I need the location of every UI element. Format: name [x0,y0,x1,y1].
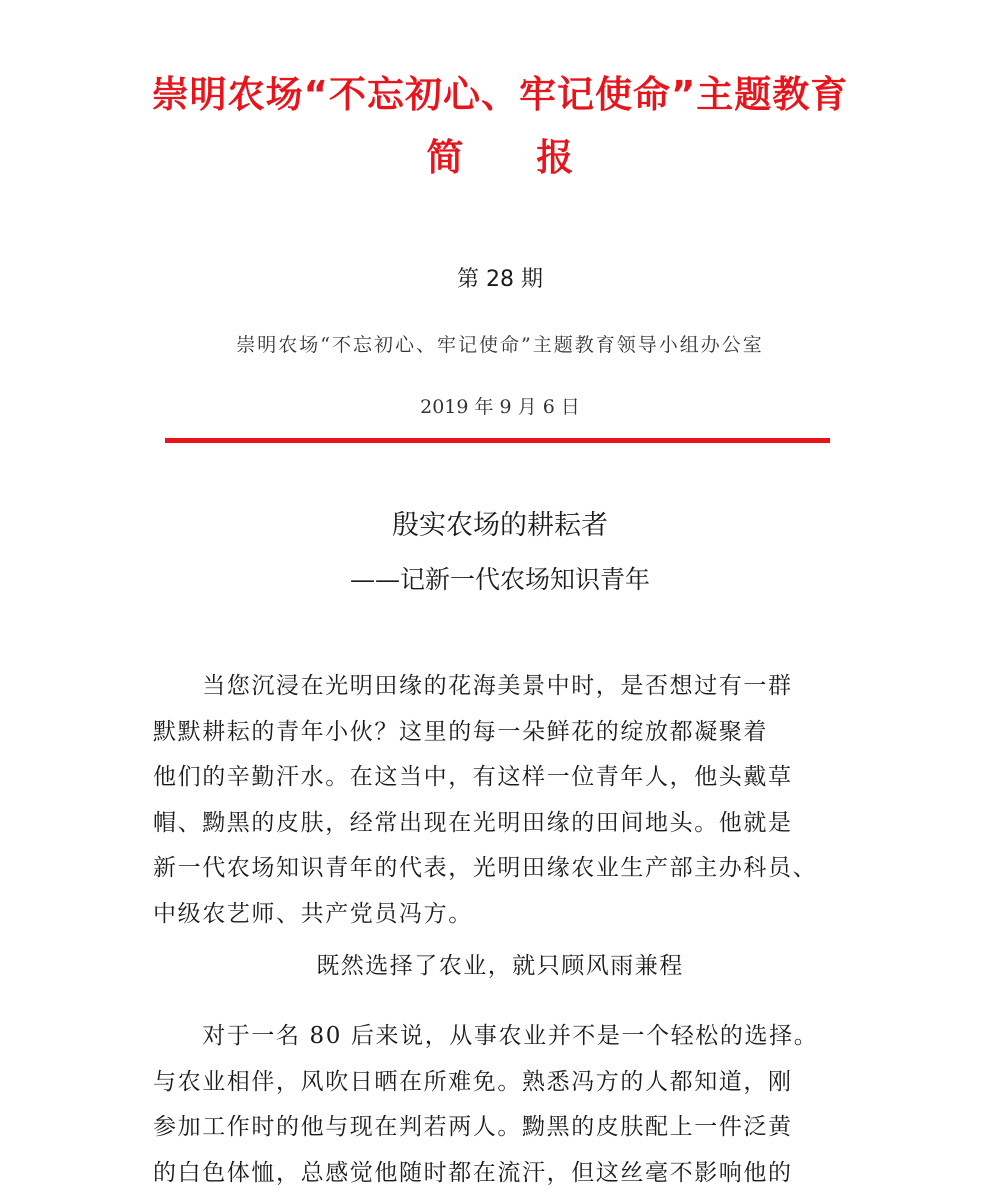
article-subtitle: ——记新一代农场知识青年 [0,567,1000,592]
red-divider-rule [165,438,830,443]
paragraph-section-1 [153,1014,853,1196]
text-line: 他们的辛勤汗水。在这当中，有这样一位青年人，他头戴草 [153,755,853,801]
text-line: 中级农艺师、共产党员冯方。 [153,892,853,938]
text-line: 的白色体恤，总感觉他随时都在流汗，但这丝毫不影响他的 [153,1151,853,1196]
masthead-title: 崇明农场“不忘初心、牢记使命”主题教育 [0,76,1000,113]
text-line: 当您沉浸在光明田缘的花海美景中时，是否想过有一群 [153,664,853,710]
paragraph-intro [153,664,853,937]
text-line: 默默耕耘的青年小伙？这里的每一朵鲜花的绽放都凝聚着 [153,710,853,756]
text-line: 对于一名 80 后来说，从事农业并不是一个轻松的选择。 [153,1014,853,1060]
text-line: 与农业相伴，风吹日晒在所难免。熟悉冯方的人都知道，刚 [153,1060,853,1106]
text-line: 新一代农场知识青年的代表，光明田缘农业生产部主办科员、 [153,846,853,892]
article-title: 殷实农场的耕耘者 [0,512,1000,539]
issue-date: 2019 年 9 月 6 日 [0,398,1000,417]
issuing-office: 崇明农场“不忘初心、牢记使命”主题教育领导小组办公室 [0,336,1000,355]
issue-number: 第 28 期 [0,269,1000,291]
text-line: 帽、黝黑的皮肤，经常出现在光明田缘的田间地头。他就是 [153,801,853,847]
section-heading: 既然选择了农业，就只顾风雨兼程 [0,955,1000,978]
masthead-title-bulletin: 简 报 [0,139,1000,176]
text-line: 参加工作时的他与现在判若两人。黝黑的皮肤配上一件泛黄 [153,1105,853,1151]
